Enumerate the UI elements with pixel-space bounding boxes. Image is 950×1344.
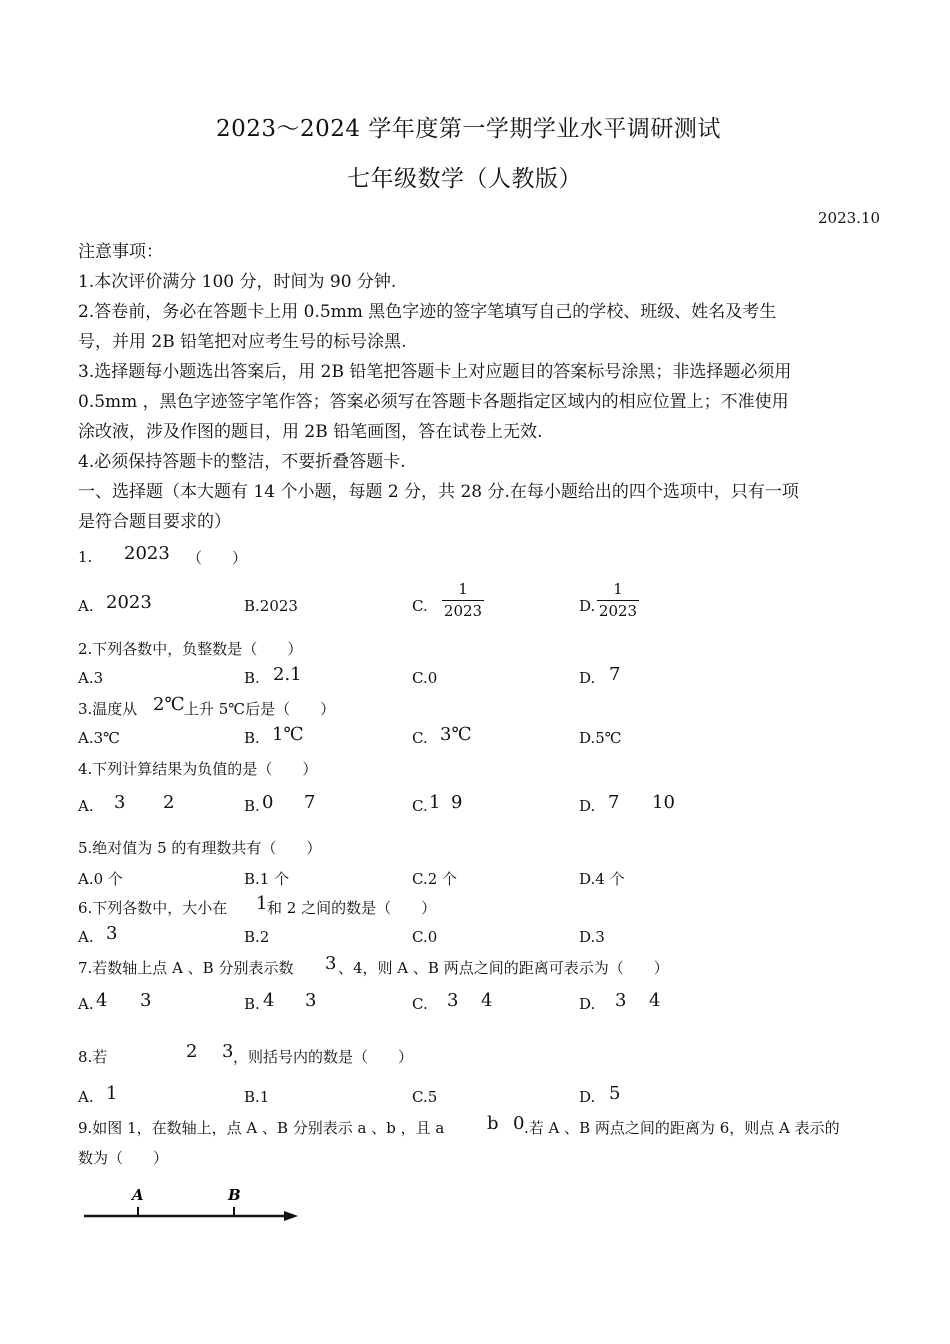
option-d-term: 7 xyxy=(608,792,620,813)
section-heading: 一、选择题（本大题有 14 个小题，每题 2 分，共 28 分.在每小题给出的四个选项中，只有一项 xyxy=(78,482,799,502)
question-stem: 3.温度从 xyxy=(78,700,138,718)
question-term: b xyxy=(487,1113,499,1134)
notice-line: 号，并用 2B 铅笔把对应考生号的标号涂黑. xyxy=(78,332,407,352)
option-d-value: 7 xyxy=(609,664,621,685)
option-d: D.5℃ xyxy=(579,729,622,747)
question-stem: 8.若 xyxy=(78,1048,108,1066)
question-stem-cont: 、4，则 A 、B 两点之间的距离可表示为（ ） xyxy=(338,959,669,977)
option-c-label: C. xyxy=(412,597,428,615)
option-a-term: 2 xyxy=(163,792,175,813)
option-d-term: 4 xyxy=(649,990,661,1011)
option-c: C.5 xyxy=(412,1088,438,1106)
option-d-label: D. xyxy=(579,797,596,815)
question-stem: 4.下列计算结果为负值的是（ ） xyxy=(78,760,318,778)
option-b-value: 2.1 xyxy=(273,664,302,685)
option-c: C.0 xyxy=(412,928,438,946)
question-stem: 9.如图 1，在数轴上，点 A 、B 分别表示 a 、b ，且 a xyxy=(78,1119,445,1137)
option-b: B.1 个 xyxy=(244,870,290,888)
option-b-term: 4 xyxy=(263,990,275,1011)
option-c-value: 3℃ xyxy=(440,724,472,745)
option-b-value: 1℃ xyxy=(272,724,304,745)
notice-line: 1.本次评价满分 100 分，时间为 90 分钟. xyxy=(78,272,397,292)
option-d-value: 5 xyxy=(609,1083,621,1104)
option-b-label: B. xyxy=(244,669,260,687)
question-number: 1. xyxy=(78,548,93,566)
question-value: 3 xyxy=(325,953,337,974)
option-a-label: A. xyxy=(78,995,94,1013)
option-d-fraction xyxy=(597,582,639,619)
option-c-term: 3 xyxy=(447,990,459,1011)
question-value: 1 xyxy=(256,893,268,914)
question-stem-cont: 上升 5℃后是（ ） xyxy=(184,700,336,718)
fraction-denominator: 2023 xyxy=(598,602,638,620)
option-b-label: B. xyxy=(244,729,260,747)
option-a-label: A. xyxy=(78,797,94,815)
option-a-term: 3 xyxy=(114,792,126,813)
option-a-term: 4 xyxy=(96,990,108,1011)
notice-line: 涂改液，涉及作图的题目，用 2B 铅笔画图，答在试卷上无效. xyxy=(78,422,543,442)
option-c: C.2 个 xyxy=(412,870,458,888)
option-a-label: A. xyxy=(78,1088,94,1106)
option-a-term: 3 xyxy=(140,990,152,1011)
fraction-denominator: 2023 xyxy=(443,602,483,620)
question-stem-cont: ，则括号内的数是（ ） xyxy=(233,1048,414,1066)
option-c-label: C. xyxy=(412,729,428,747)
fraction-bar xyxy=(597,600,639,601)
question-stem: 5.绝对值为 5 的有理数共有（ ） xyxy=(78,839,322,857)
question-stem-line2: 数为（ ） xyxy=(78,1149,169,1167)
option-c-fraction xyxy=(442,582,484,619)
notice-line: 0.5mm ，黑色字迹签字笔作答；答案必须写在答题卡各题指定区域内的相应位置上；不准使用 xyxy=(78,392,789,412)
question-stem-cont: 和 2 之间的数是（ ） xyxy=(267,899,437,917)
fraction-numerator: 1 xyxy=(458,580,468,598)
question-expression: 2023 xyxy=(124,543,170,564)
exam-subtitle: 七年级数学（人教版） xyxy=(347,166,582,192)
option-b: B.2 xyxy=(244,928,270,946)
question-stem-cont: .若 A 、B 两点之间的距离为 6，则点 A 表示的 xyxy=(524,1119,840,1137)
fraction-numerator: 1 xyxy=(613,580,623,598)
option-c-label: C. xyxy=(412,995,428,1013)
notice-line: 3.选择题每小题选出答案后，用 2B 铅笔把答题卡上对应题目的答案标号涂黑；非选择题必须用 xyxy=(78,362,792,382)
question-term: 0 xyxy=(513,1113,525,1134)
question-stem: 2.下列各数中，负整数是（ ） xyxy=(78,640,303,658)
section-heading-cont: 是符合题目要求的） xyxy=(78,512,231,532)
option-a-label: A. xyxy=(78,597,94,615)
question-term: 2 xyxy=(186,1041,198,1062)
arrow-icon xyxy=(284,1211,298,1221)
exam-date: 2023.10 xyxy=(818,209,881,227)
option-a-value: 1 xyxy=(106,1083,118,1104)
label-point-a: A xyxy=(132,1186,144,1204)
exam-title: 2023～2024 学年度第一学期学业水平调研测试 xyxy=(216,116,721,142)
option-b-term: 0 xyxy=(262,792,274,813)
answer-paren: （ ） xyxy=(187,549,248,567)
option-a-label: A. xyxy=(78,928,94,946)
notice-line: 2.答卷前，务必在答题卡上用 0.5mm 黑色字迹的签字笔填写自己的学校、班级、姓名及考生 xyxy=(78,302,777,322)
notice-line: 4.必须保持答题卡的整洁，不要折叠答题卡. xyxy=(78,452,406,472)
number-line-figure xyxy=(80,1180,310,1230)
option-b-term: 7 xyxy=(304,792,316,813)
option-d-label: D. xyxy=(579,1088,596,1106)
option-c-term: 4 xyxy=(481,990,493,1011)
label-point-b: B xyxy=(228,1186,241,1204)
option-a: A.3℃ xyxy=(78,729,120,747)
option-b: B.2023 xyxy=(244,597,298,615)
option-d: D.3 xyxy=(579,928,605,946)
question-stem: 7.若数轴上点 A 、B 分别表示数 xyxy=(78,959,294,977)
question-stem: 6.下列各数中，大小在 xyxy=(78,899,228,917)
option-c: C.0 xyxy=(412,669,438,687)
option-d-label: D. xyxy=(579,597,596,615)
option-c-term: 9 xyxy=(451,792,463,813)
option-d-term: 10 xyxy=(652,792,675,813)
option-c-label: C. xyxy=(412,797,428,815)
option-b: B.1 xyxy=(244,1088,270,1106)
notice-heading: 注意事项： xyxy=(78,242,163,262)
option-a-value: 2023 xyxy=(106,592,152,613)
option-a: A.3 xyxy=(78,669,104,687)
question-term: 3 xyxy=(222,1041,234,1062)
option-d: D.4 个 xyxy=(579,870,625,888)
option-d-term: 3 xyxy=(615,990,627,1011)
option-d-label: D. xyxy=(579,669,596,687)
fraction-bar xyxy=(442,600,484,601)
option-a-value: 3 xyxy=(106,923,118,944)
option-b-label: B. xyxy=(244,995,260,1013)
option-d-label: D. xyxy=(579,995,596,1013)
option-b-term: 3 xyxy=(305,990,317,1011)
option-a: A.0 个 xyxy=(78,870,123,888)
option-b-label: B. xyxy=(244,797,260,815)
option-c-term: 1 xyxy=(429,792,441,813)
question-value: 2℃ xyxy=(153,694,185,715)
